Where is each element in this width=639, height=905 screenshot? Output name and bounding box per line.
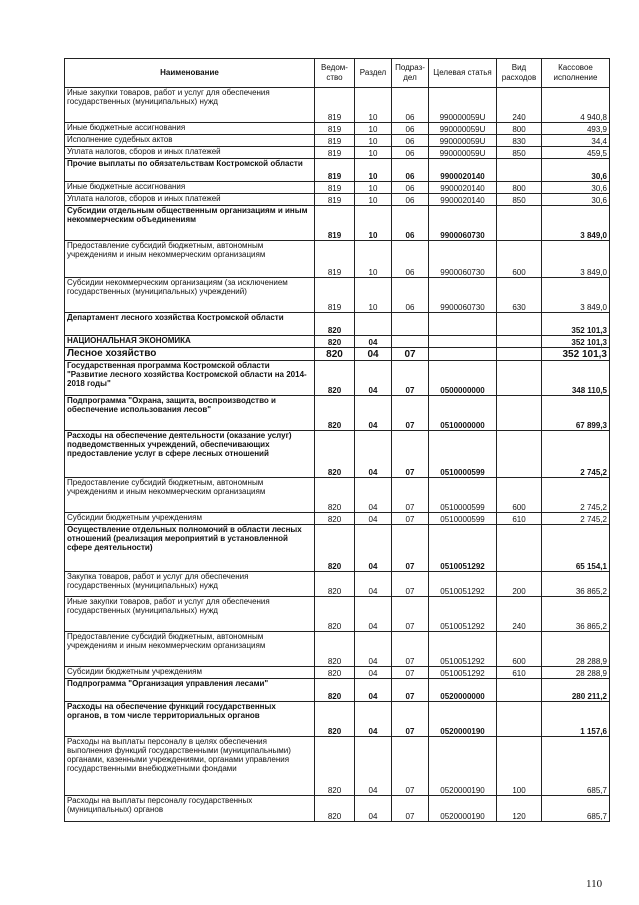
row-vid: 610: [497, 667, 542, 679]
row-vid: 120: [497, 796, 542, 822]
row-razdel: 04: [355, 513, 392, 525]
table-row: [65, 667, 610, 679]
row-podrazdel: [392, 336, 429, 348]
row-target: 0510000599: [429, 478, 497, 513]
table-row: [65, 336, 610, 348]
row-target: [429, 348, 497, 361]
row-vid: [497, 336, 542, 348]
row-name: Иные бюджетные ассигнования: [65, 182, 315, 194]
row-name: НАЦИОНАЛЬНАЯ ЭКОНОМИКА: [65, 336, 315, 348]
row-razdel: 10: [355, 206, 392, 241]
table-row: [65, 737, 610, 796]
row-razdel: 04: [355, 396, 392, 431]
row-ved: 819: [315, 88, 355, 123]
row-razdel: 04: [355, 361, 392, 396]
row-vid: 800: [497, 123, 542, 135]
row-ved: 819: [315, 147, 355, 159]
row-ved: 820: [315, 513, 355, 525]
table-row: [65, 313, 610, 336]
row-vid: 850: [497, 194, 542, 206]
row-target: 0520000190: [429, 796, 497, 822]
row-target: 9900060730: [429, 241, 497, 278]
row-podrazdel: 07: [392, 796, 429, 822]
row-sum: 280 211,2: [542, 679, 610, 702]
row-podrazdel: 07: [392, 572, 429, 597]
header-vid: Вид расходов: [497, 59, 542, 88]
row-vid: [497, 525, 542, 572]
row-name: Расходы на обеспечение функций государственных органов, в том числе территориальных органов: [65, 702, 315, 737]
row-razdel: 10: [355, 135, 392, 147]
row-name: Подпрограмма "Организация управления лесами": [65, 679, 315, 702]
row-razdel: 10: [355, 88, 392, 123]
row-name: Подпрограмма "Охрана, защита, воспроизводство и обеспечение использования лесов": [65, 396, 315, 431]
row-razdel: 04: [355, 336, 392, 348]
row-vid: 850: [497, 147, 542, 159]
row-target: 9900060730: [429, 206, 497, 241]
row-name: Иные закупки товаров, работ и услуг для обеспечения государственных (муниципальных) нужд: [65, 88, 315, 123]
table-row: [65, 796, 610, 822]
row-vid: [497, 431, 542, 478]
row-ved: 819: [315, 182, 355, 194]
row-razdel: 04: [355, 431, 392, 478]
row-vid: 610: [497, 513, 542, 525]
row-vid: 240: [497, 597, 542, 632]
row-name: Департамент лесного хозяйства Костромской области: [65, 313, 315, 336]
row-sum: 30,6: [542, 194, 610, 206]
row-vid: [497, 679, 542, 702]
row-ved: 820: [315, 679, 355, 702]
row-ved: 820: [315, 431, 355, 478]
table-row: [65, 241, 610, 278]
row-razdel: 04: [355, 597, 392, 632]
row-vid: 630: [497, 278, 542, 313]
row-razdel: 04: [355, 702, 392, 737]
row-sum: 685,7: [542, 737, 610, 796]
row-sum: 3 849,0: [542, 278, 610, 313]
row-ved: 820: [315, 396, 355, 431]
row-ved: 819: [315, 206, 355, 241]
row-razdel: 04: [355, 348, 392, 361]
row-razdel: 04: [355, 525, 392, 572]
row-razdel: [355, 313, 392, 336]
row-razdel: 04: [355, 796, 392, 822]
row-vid: 600: [497, 632, 542, 667]
row-target: 9900060730: [429, 278, 497, 313]
table-row: [65, 135, 610, 147]
row-sum: 3 849,0: [542, 241, 610, 278]
row-podrazdel: 06: [392, 88, 429, 123]
row-name: Расходы на выплаты персоналу государственных (муниципальных) органов: [65, 796, 315, 822]
row-sum: 30,6: [542, 182, 610, 194]
table-row: [65, 361, 610, 396]
row-name: Осуществление отдельных полномочий в области лесных отношений (реализация мероприятий в установленной сфере деятельности): [65, 525, 315, 572]
row-vid: [497, 348, 542, 361]
row-name: Предоставление субсидий бюджетным, автономным учреждениям и иным некоммерческим организациям: [65, 478, 315, 513]
row-target: 990000059U: [429, 135, 497, 147]
row-razdel: 10: [355, 182, 392, 194]
row-ved: 819: [315, 241, 355, 278]
row-podrazdel: 07: [392, 396, 429, 431]
row-target: 0510051292: [429, 525, 497, 572]
row-vid: 830: [497, 135, 542, 147]
row-ved: 819: [315, 135, 355, 147]
row-ved: 820: [315, 667, 355, 679]
row-sum: 36 865,2: [542, 572, 610, 597]
row-target: 0510051292: [429, 572, 497, 597]
table-row: [65, 679, 610, 702]
row-podrazdel: 07: [392, 525, 429, 572]
row-podrazdel: 07: [392, 348, 429, 361]
row-podrazdel: 07: [392, 679, 429, 702]
row-name: Уплата налогов, сборов и иных платежей: [65, 147, 315, 159]
table-row: [65, 194, 610, 206]
row-podrazdel: 07: [392, 667, 429, 679]
row-podrazdel: 07: [392, 478, 429, 513]
row-sum: 352 101,3: [542, 348, 610, 361]
row-vid: [497, 206, 542, 241]
row-ved: 820: [315, 361, 355, 396]
header-target: Целевая статья: [429, 59, 497, 88]
row-podrazdel: 06: [392, 206, 429, 241]
row-ved: 820: [315, 737, 355, 796]
row-name: Прочие выплаты по обязательствам Костромской области: [65, 159, 315, 182]
table-row: [65, 147, 610, 159]
row-ved: 820: [315, 478, 355, 513]
row-name: Предоставление субсидий бюджетным, автономным учреждениям и иным некоммерческим организациям: [65, 632, 315, 667]
row-podrazdel: 07: [392, 597, 429, 632]
table-row: [65, 572, 610, 597]
table-row: [65, 348, 610, 361]
row-target: [429, 336, 497, 348]
header-podrazdel: Подраз-дел: [392, 59, 429, 88]
row-razdel: 04: [355, 478, 392, 513]
row-ved: 820: [315, 572, 355, 597]
row-vid: [497, 702, 542, 737]
row-sum: 352 101,3: [542, 313, 610, 336]
table-row: [65, 702, 610, 737]
row-target: 0500000000: [429, 361, 497, 396]
row-ved: 819: [315, 278, 355, 313]
row-target: 0510000599: [429, 431, 497, 478]
table-header-row: [65, 59, 610, 88]
header-razdel: Раздел: [355, 59, 392, 88]
row-name: Лесное хозяйство: [65, 348, 315, 361]
row-target: 0510000599: [429, 513, 497, 525]
table-row: [65, 182, 610, 194]
row-razdel: 10: [355, 278, 392, 313]
row-razdel: 04: [355, 737, 392, 796]
row-razdel: 04: [355, 667, 392, 679]
row-vid: 600: [497, 478, 542, 513]
row-podrazdel: 06: [392, 159, 429, 182]
row-razdel: 10: [355, 194, 392, 206]
row-sum: 1 157,6: [542, 702, 610, 737]
row-ved: 820: [315, 525, 355, 572]
row-sum: 348 110,5: [542, 361, 610, 396]
row-target: [429, 313, 497, 336]
row-podrazdel: 07: [392, 361, 429, 396]
row-vid: [497, 361, 542, 396]
row-ved: 819: [315, 159, 355, 182]
row-podrazdel: 07: [392, 632, 429, 667]
header-ved: Ведом-ство: [315, 59, 355, 88]
header-name: Наименование: [65, 59, 315, 88]
row-name: Субсидии отдельным общественным организациям и иным некоммерческим объединениям: [65, 206, 315, 241]
row-sum: 459,5: [542, 147, 610, 159]
row-name: Субсидии бюджетным учреждениям: [65, 513, 315, 525]
row-podrazdel: 07: [392, 431, 429, 478]
row-sum: 2 745,2: [542, 513, 610, 525]
row-ved: 819: [315, 194, 355, 206]
row-name: Государственная программа Костромской области "Развитие лесного хозяйства Костромской области на 2014-2018 годы": [65, 361, 315, 396]
row-razdel: 10: [355, 159, 392, 182]
table-row: [65, 525, 610, 572]
row-sum: 28 288,9: [542, 632, 610, 667]
row-sum: 34,4: [542, 135, 610, 147]
table-row: [65, 478, 610, 513]
table-row: [65, 123, 610, 135]
row-target: 0520000190: [429, 702, 497, 737]
table-row: [65, 396, 610, 431]
row-target: 9900020140: [429, 182, 497, 194]
row-sum: 67 899,3: [542, 396, 610, 431]
row-name: Предоставление субсидий бюджетным, автономным учреждениям и иным некоммерческим организациям: [65, 241, 315, 278]
row-sum: 352 101,3: [542, 336, 610, 348]
row-podrazdel: 07: [392, 513, 429, 525]
row-name: Субсидии бюджетным учреждениям: [65, 667, 315, 679]
table-row: [65, 159, 610, 182]
row-target: 9900020140: [429, 194, 497, 206]
table-body: [65, 88, 610, 822]
row-sum: 2 745,2: [542, 478, 610, 513]
row-sum: 3 849,0: [542, 206, 610, 241]
row-vid: 240: [497, 88, 542, 123]
table-row: [65, 632, 610, 667]
row-target: 0510000000: [429, 396, 497, 431]
page-number: 110: [586, 878, 603, 890]
row-name: Уплата налогов, сборов и иных платежей: [65, 194, 315, 206]
row-target: 0510051292: [429, 632, 497, 667]
header-sum: Кассовое исполнение: [542, 59, 610, 88]
row-ved: 820: [315, 348, 355, 361]
row-ved: 820: [315, 632, 355, 667]
row-name: Закупка товаров, работ и услуг для обеспечения государственных (муниципальных) нужд: [65, 572, 315, 597]
row-ved: 820: [315, 336, 355, 348]
row-razdel: 04: [355, 679, 392, 702]
row-sum: 28 288,9: [542, 667, 610, 679]
row-ved: 820: [315, 702, 355, 737]
row-vid: 600: [497, 241, 542, 278]
row-target: 990000059U: [429, 88, 497, 123]
row-sum: 4 940,8: [542, 88, 610, 123]
row-podrazdel: 06: [392, 135, 429, 147]
row-vid: [497, 159, 542, 182]
row-name: Исполнение судебных актов: [65, 135, 315, 147]
row-sum: 30,6: [542, 159, 610, 182]
row-ved: 820: [315, 313, 355, 336]
row-target: 0510051292: [429, 667, 497, 679]
row-sum: 685,7: [542, 796, 610, 822]
row-name: Расходы на обеспечение деятельности (оказание услуг) подведомственных учреждений, обеспечивающих предоставление услуг в сфере лесных отношений: [65, 431, 315, 478]
row-vid: [497, 313, 542, 336]
row-podrazdel: [392, 313, 429, 336]
table-row: [65, 513, 610, 525]
row-target: 0520000000: [429, 679, 497, 702]
row-podrazdel: 06: [392, 147, 429, 159]
row-podrazdel: 07: [392, 737, 429, 796]
row-ved: 820: [315, 597, 355, 632]
row-ved: 819: [315, 123, 355, 135]
row-vid: 800: [497, 182, 542, 194]
row-vid: 200: [497, 572, 542, 597]
table-row: [65, 88, 610, 123]
row-podrazdel: 06: [392, 278, 429, 313]
table-row: [65, 206, 610, 241]
row-razdel: 10: [355, 147, 392, 159]
table-row: [65, 431, 610, 478]
row-name: Иные бюджетные ассигнования: [65, 123, 315, 135]
row-name: Расходы на выплаты персоналу в целях обеспечения выполнения функций государственными (муниципальными) органами, казенными учреждениями, органами управления государственными внебюджетными фондами: [65, 737, 315, 796]
row-sum: 493,9: [542, 123, 610, 135]
row-target: 990000059U: [429, 147, 497, 159]
budget-table: [64, 58, 610, 822]
row-razdel: 10: [355, 123, 392, 135]
row-podrazdel: 06: [392, 194, 429, 206]
row-razdel: 04: [355, 572, 392, 597]
row-sum: 2 745,2: [542, 431, 610, 478]
row-razdel: 04: [355, 632, 392, 667]
row-podrazdel: 06: [392, 182, 429, 194]
row-ved: 820: [315, 796, 355, 822]
row-podrazdel: 06: [392, 123, 429, 135]
row-target: 990000059U: [429, 123, 497, 135]
row-target: 9900020140: [429, 159, 497, 182]
row-razdel: 10: [355, 241, 392, 278]
row-name: Субсидии некоммерческим организациям (за исключением государственных (муниципальных) учреждений): [65, 278, 315, 313]
row-vid: 100: [497, 737, 542, 796]
row-target: 0520000190: [429, 737, 497, 796]
row-target: 0510051292: [429, 597, 497, 632]
row-podrazdel: 07: [392, 702, 429, 737]
row-name: Иные закупки товаров, работ и услуг для обеспечения государственных (муниципальных) нужд: [65, 597, 315, 632]
row-vid: [497, 396, 542, 431]
table-row: [65, 278, 610, 313]
row-podrazdel: 06: [392, 241, 429, 278]
table-row: [65, 597, 610, 632]
row-sum: 36 865,2: [542, 597, 610, 632]
row-sum: 65 154,1: [542, 525, 610, 572]
